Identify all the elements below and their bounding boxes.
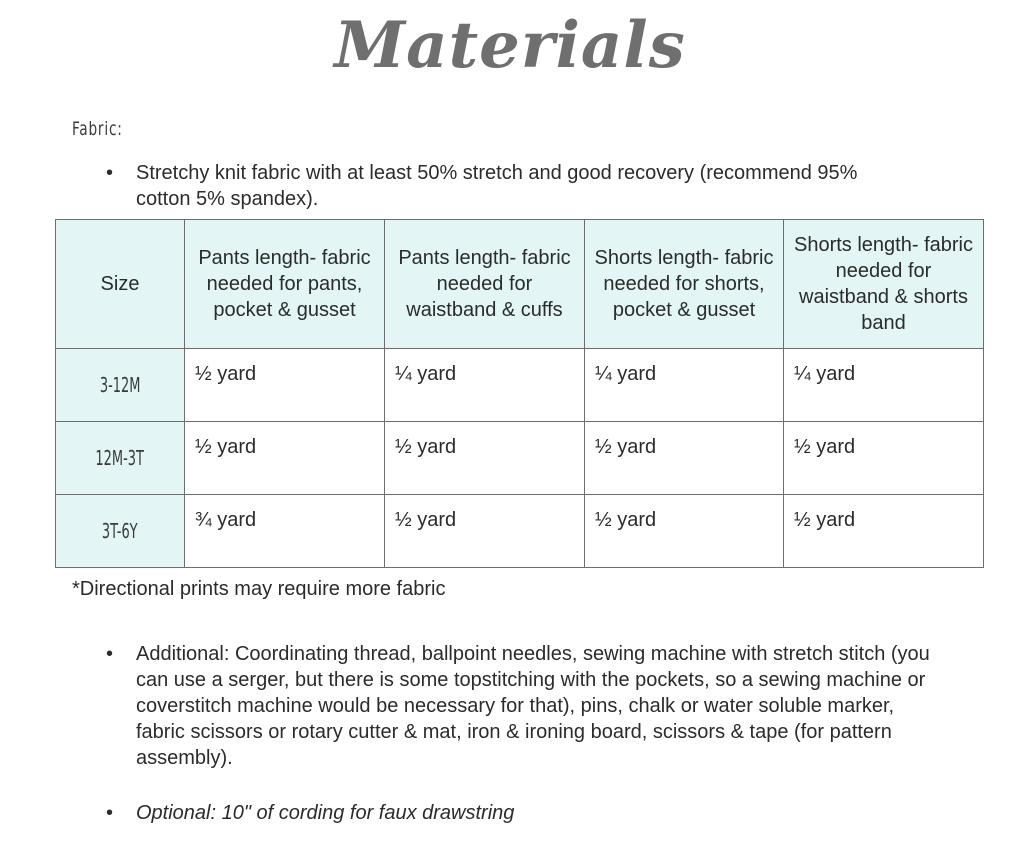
size-label: 3-12M bbox=[99, 373, 141, 397]
bullet-icon: • bbox=[106, 162, 114, 184]
optional-bullet-text: Optional: 10" of cording for faux drawstring bbox=[136, 802, 515, 824]
table-row bbox=[56, 349, 984, 422]
size-label: 12M-3T bbox=[95, 446, 145, 470]
column-header-size: Size bbox=[56, 220, 185, 349]
table-cell: ¼ yard bbox=[585, 349, 784, 422]
table-cell: ½ yard bbox=[385, 495, 585, 568]
page-title: Materials bbox=[334, 8, 686, 83]
column-header-shorts-main: Shorts length- fabric needed for shorts, pocket & gusset bbox=[585, 220, 784, 349]
bullet-icon: • bbox=[106, 802, 114, 824]
size-cell bbox=[56, 495, 185, 568]
table-cell: ¼ yard bbox=[784, 349, 984, 422]
bullet-icon: • bbox=[106, 643, 114, 665]
table-cell: ½ yard bbox=[585, 495, 784, 568]
size-label: 3T-6Y bbox=[102, 519, 138, 543]
column-header-pants-main: Pants length- fabric needed for pants, pocket & gusset bbox=[185, 220, 385, 349]
fabric-requirements-table bbox=[55, 219, 984, 568]
table-row bbox=[56, 422, 984, 495]
optional-bullet-item bbox=[106, 800, 936, 826]
table-cell: ¾ yard bbox=[185, 495, 385, 568]
table-cell: ½ yard bbox=[385, 422, 585, 495]
table-cell: ½ yard bbox=[185, 349, 385, 422]
column-header-shorts-waistband: Shorts length- fabric needed for waistband & shorts band bbox=[784, 220, 984, 349]
directional-prints-note: *Directional prints may require more fabric bbox=[72, 578, 446, 600]
size-cell bbox=[56, 349, 185, 422]
additional-bullet-text: Additional: Coordinating thread, ballpoint needles, sewing machine with stretch stitch (you can use a serger, but there is some topstitching with the pockets, so a sewing machine or coverstitch machine would be necessary for that), pins, chalk or water soluble marker, fabric scissors or rotary cutter & mat, iron & ironing board, scissors & tape (for pattern assembly). bbox=[136, 643, 930, 769]
table-header-row bbox=[56, 220, 984, 349]
table-row bbox=[56, 495, 984, 568]
size-cell bbox=[56, 422, 185, 495]
table-cell: ½ yard bbox=[784, 495, 984, 568]
table-cell: ½ yard bbox=[185, 422, 385, 495]
additional-bullet-item bbox=[106, 641, 936, 771]
table-cell: ½ yard bbox=[784, 422, 984, 495]
fabric-bullet-item bbox=[106, 160, 916, 212]
fabric-bullet-text: Stretchy knit fabric with at least 50% stretch and good recovery (recommend 95% cotton 5% spandex). bbox=[136, 162, 858, 210]
table-cell: ¼ yard bbox=[385, 349, 585, 422]
table-cell: ½ yard bbox=[585, 422, 784, 495]
column-header-pants-waistband: Pants length- fabric needed for waistband & cuffs bbox=[385, 220, 585, 349]
fabric-section-label: Fabric: bbox=[72, 118, 123, 140]
